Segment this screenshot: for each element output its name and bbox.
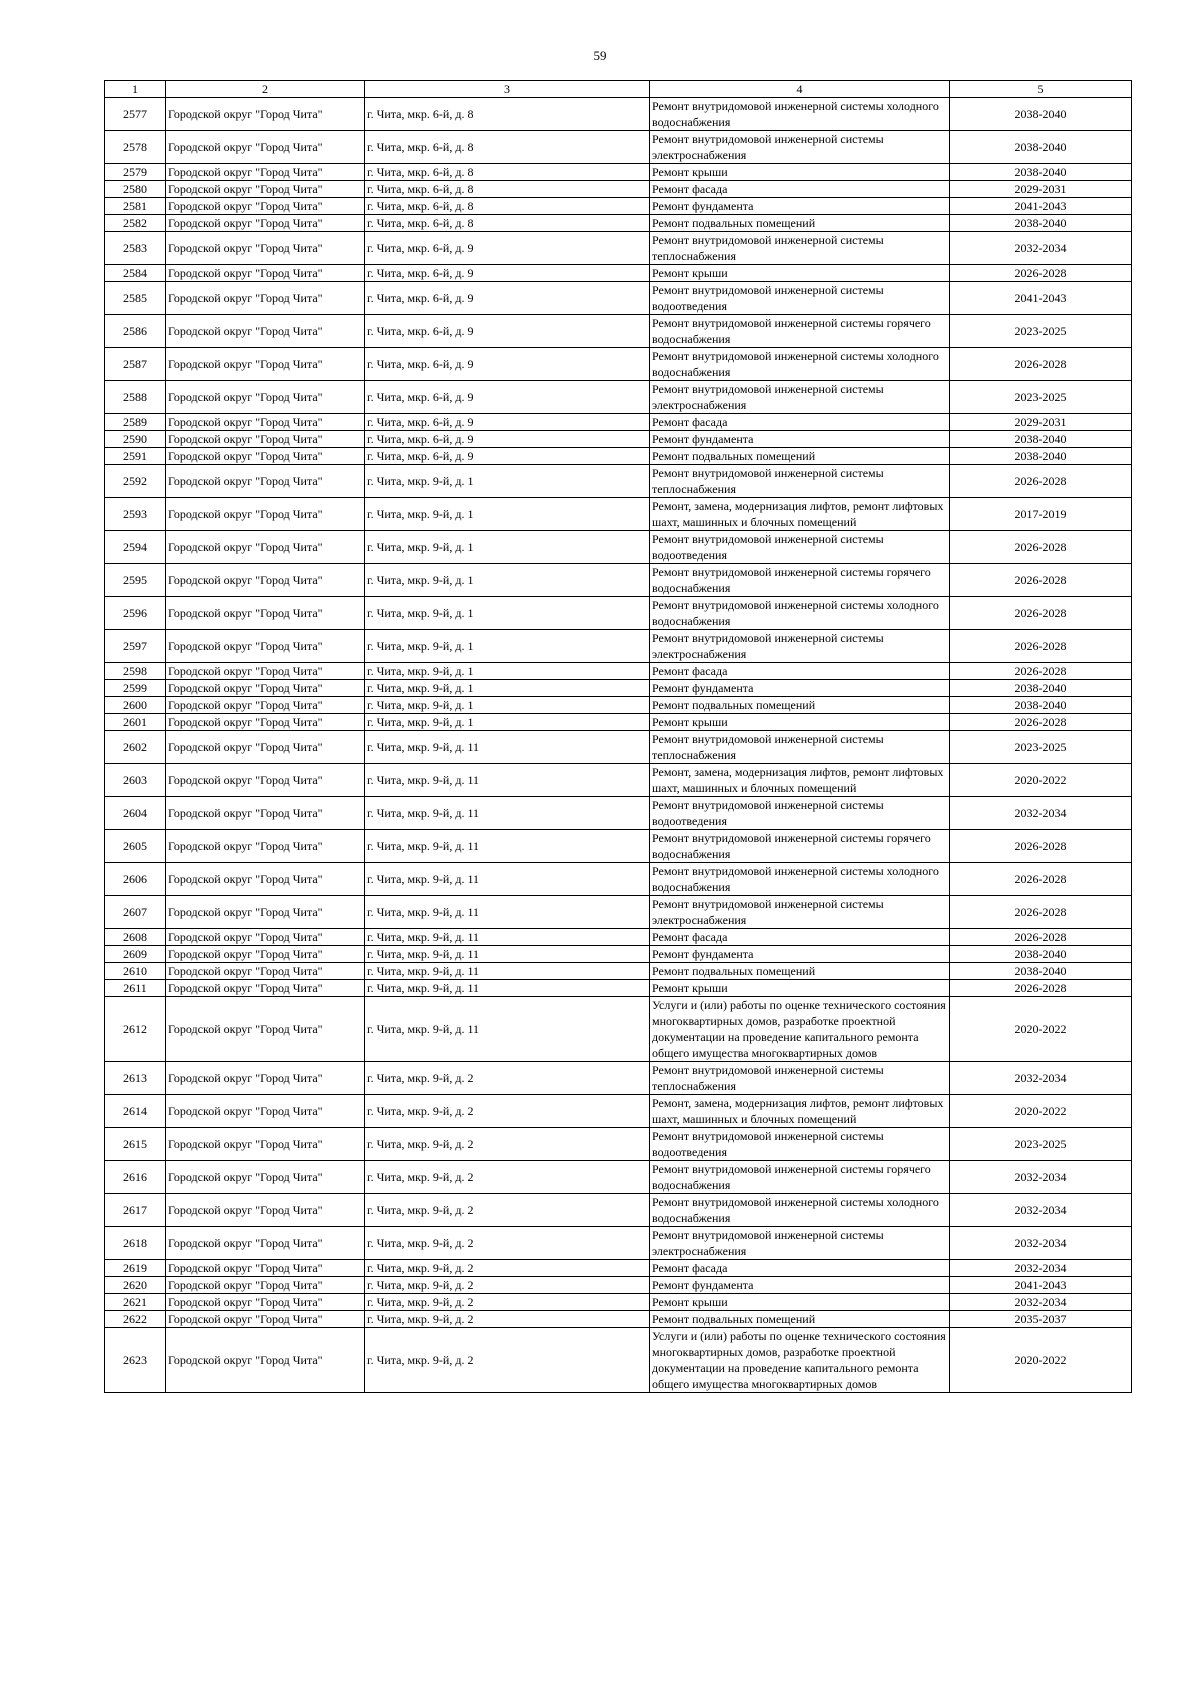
table-row <box>105 232 1132 265</box>
table-row <box>105 830 1132 863</box>
repair-schedule-table <box>104 80 1132 1393</box>
address-cell: г. Чита, мкр. 6-й, д. 9 <box>365 282 650 315</box>
row-number: 2618 <box>105 1227 166 1260</box>
period-cell: 2032-2034 <box>950 1260 1132 1277</box>
work-type-cell: Ремонт подвальных помещений <box>650 1311 950 1328</box>
table-row <box>105 680 1132 697</box>
municipality-cell: Городской округ "Город Чита" <box>166 663 365 680</box>
period-cell: 2026-2028 <box>950 630 1132 663</box>
row-number: 2587 <box>105 348 166 381</box>
municipality-cell: Городской округ "Город Чита" <box>166 232 365 265</box>
table-row <box>105 164 1132 181</box>
row-number: 2585 <box>105 282 166 315</box>
work-type-cell: Ремонт внутридомовой инженерной системы холодного водоснабжения <box>650 1194 950 1227</box>
table-row <box>105 1128 1132 1161</box>
table-row <box>105 198 1132 215</box>
address-cell: г. Чита, мкр. 9-й, д. 2 <box>365 1277 650 1294</box>
table-row <box>105 498 1132 531</box>
table-row <box>105 1328 1132 1393</box>
address-cell: г. Чита, мкр. 9-й, д. 2 <box>365 1194 650 1227</box>
column-header-4: 4 <box>650 81 950 98</box>
work-type-cell: Ремонт внутридомовой инженерной системы электроснабжения <box>650 896 950 929</box>
address-cell: г. Чита, мкр. 9-й, д. 2 <box>365 1161 650 1194</box>
address-cell: г. Чита, мкр. 9-й, д. 11 <box>365 731 650 764</box>
period-cell: 2038-2040 <box>950 946 1132 963</box>
work-type-cell: Ремонт внутридомовой инженерной системы холодного водоснабжения <box>650 98 950 131</box>
municipality-cell: Городской округ "Город Чита" <box>166 946 365 963</box>
column-header-5: 5 <box>950 81 1132 98</box>
work-type-cell: Ремонт фундамента <box>650 1277 950 1294</box>
table-row <box>105 465 1132 498</box>
period-cell: 2041-2043 <box>950 282 1132 315</box>
work-type-cell: Ремонт внутридомовой инженерной системы электроснабжения <box>650 381 950 414</box>
work-type-cell: Ремонт фасада <box>650 663 950 680</box>
row-number: 2619 <box>105 1260 166 1277</box>
municipality-cell: Городской округ "Город Чита" <box>166 863 365 896</box>
municipality-cell: Городской округ "Город Чита" <box>166 215 365 232</box>
row-number: 2577 <box>105 98 166 131</box>
municipality-cell: Городской округ "Город Чита" <box>166 498 365 531</box>
work-type-cell: Ремонт внутридомовой инженерной системы электроснабжения <box>650 131 950 164</box>
period-cell: 2026-2028 <box>950 714 1132 731</box>
table-row <box>105 896 1132 929</box>
address-cell: г. Чита, мкр. 9-й, д. 1 <box>365 663 650 680</box>
table-row <box>105 697 1132 714</box>
municipality-cell: Городской округ "Город Чита" <box>166 431 365 448</box>
address-cell: г. Чита, мкр. 6-й, д. 8 <box>365 164 650 181</box>
municipality-cell: Городской округ "Город Чита" <box>166 680 365 697</box>
work-type-cell: Ремонт, замена, модернизация лифтов, ремонт лифтовых шахт, машинных и блочных помещений <box>650 1095 950 1128</box>
address-cell: г. Чита, мкр. 6-й, д. 8 <box>365 98 650 131</box>
period-cell: 2038-2040 <box>950 448 1132 465</box>
row-number: 2590 <box>105 431 166 448</box>
row-number: 2603 <box>105 764 166 797</box>
period-cell: 2026-2028 <box>950 348 1132 381</box>
period-cell: 2020-2022 <box>950 1328 1132 1393</box>
municipality-cell: Городской округ "Город Чита" <box>166 531 365 564</box>
municipality-cell: Городской округ "Город Чита" <box>166 929 365 946</box>
table-row <box>105 265 1132 282</box>
table-row <box>105 597 1132 630</box>
municipality-cell: Городской округ "Город Чита" <box>166 963 365 980</box>
address-cell: г. Чита, мкр. 9-й, д. 11 <box>365 946 650 963</box>
address-cell: г. Чита, мкр. 6-й, д. 8 <box>365 215 650 232</box>
address-cell: г. Чита, мкр. 9-й, д. 2 <box>365 1062 650 1095</box>
work-type-cell: Ремонт внутридомовой инженерной системы водоотведения <box>650 282 950 315</box>
municipality-cell: Городской округ "Город Чита" <box>166 980 365 997</box>
municipality-cell: Городской округ "Город Чита" <box>166 896 365 929</box>
work-type-cell: Ремонт внутридомовой инженерной системы теплоснабжения <box>650 1062 950 1095</box>
address-cell: г. Чита, мкр. 9-й, д. 1 <box>365 465 650 498</box>
row-number: 2616 <box>105 1161 166 1194</box>
row-number: 2620 <box>105 1277 166 1294</box>
work-type-cell: Ремонт внутридомовой инженерной системы горячего водоснабжения <box>650 315 950 348</box>
period-cell: 2020-2022 <box>950 997 1132 1062</box>
work-type-cell: Ремонт фасада <box>650 181 950 198</box>
row-number: 2594 <box>105 531 166 564</box>
table-row <box>105 1194 1132 1227</box>
address-cell: г. Чита, мкр. 6-й, д. 8 <box>365 198 650 215</box>
work-type-cell: Ремонт крыши <box>650 265 950 282</box>
row-number: 2602 <box>105 731 166 764</box>
period-cell: 2026-2028 <box>950 929 1132 946</box>
table-body <box>105 98 1132 1393</box>
table-row <box>105 630 1132 663</box>
municipality-cell: Городской округ "Город Чита" <box>166 448 365 465</box>
period-cell: 2035-2037 <box>950 1311 1132 1328</box>
address-cell: г. Чита, мкр. 9-й, д. 11 <box>365 764 650 797</box>
table-row <box>105 381 1132 414</box>
row-number: 2578 <box>105 131 166 164</box>
row-number: 2607 <box>105 896 166 929</box>
row-number: 2600 <box>105 697 166 714</box>
address-cell: г. Чита, мкр. 9-й, д. 1 <box>365 697 650 714</box>
period-cell: 2026-2028 <box>950 663 1132 680</box>
work-type-cell: Ремонт фасада <box>650 1260 950 1277</box>
work-type-cell: Ремонт подвальных помещений <box>650 448 950 465</box>
work-type-cell: Ремонт фасада <box>650 414 950 431</box>
municipality-cell: Городской округ "Город Чита" <box>166 697 365 714</box>
row-number: 2610 <box>105 963 166 980</box>
work-type-cell: Ремонт внутридомовой инженерной системы теплоснабжения <box>650 465 950 498</box>
table-row <box>105 315 1132 348</box>
address-cell: г. Чита, мкр. 9-й, д. 1 <box>365 597 650 630</box>
table-row <box>105 863 1132 896</box>
address-cell: г. Чита, мкр. 9-й, д. 11 <box>365 896 650 929</box>
work-type-cell: Ремонт внутридомовой инженерной системы электроснабжения <box>650 630 950 663</box>
row-number: 2582 <box>105 215 166 232</box>
period-cell: 2032-2034 <box>950 1227 1132 1260</box>
table-row <box>105 1062 1132 1095</box>
municipality-cell: Городской округ "Город Чита" <box>166 797 365 830</box>
row-number: 2615 <box>105 1128 166 1161</box>
address-cell: г. Чита, мкр. 6-й, д. 8 <box>365 181 650 198</box>
row-number: 2604 <box>105 797 166 830</box>
work-type-cell: Ремонт внутридомовой инженерной системы холодного водоснабжения <box>650 597 950 630</box>
address-cell: г. Чита, мкр. 6-й, д. 9 <box>365 448 650 465</box>
address-cell: г. Чита, мкр. 9-й, д. 11 <box>365 830 650 863</box>
period-cell: 2026-2028 <box>950 531 1132 564</box>
row-number: 2586 <box>105 315 166 348</box>
municipality-cell: Городской округ "Город Чита" <box>166 1161 365 1194</box>
municipality-cell: Городской округ "Город Чита" <box>166 282 365 315</box>
work-type-cell: Ремонт подвальных помещений <box>650 697 950 714</box>
period-cell: 2032-2034 <box>950 232 1132 265</box>
table-row <box>105 1311 1132 1328</box>
row-number: 2579 <box>105 164 166 181</box>
row-number: 2613 <box>105 1062 166 1095</box>
work-type-cell: Ремонт внутридомовой инженерной системы холодного водоснабжения <box>650 348 950 381</box>
municipality-cell: Городской округ "Город Чита" <box>166 265 365 282</box>
period-cell: 2017-2019 <box>950 498 1132 531</box>
address-cell: г. Чита, мкр. 6-й, д. 9 <box>365 348 650 381</box>
work-type-cell: Услуги и (или) работы по оценке технического состояния многоквартирных домов, разработке проектной документации на проведение капитального ремонта общего имущества многоквартирных домов <box>650 1328 950 1393</box>
table-row <box>105 963 1132 980</box>
table-row <box>105 663 1132 680</box>
row-number: 2589 <box>105 414 166 431</box>
row-number: 2596 <box>105 597 166 630</box>
table-row <box>105 1227 1132 1260</box>
period-cell: 2038-2040 <box>950 215 1132 232</box>
period-cell: 2038-2040 <box>950 963 1132 980</box>
row-number: 2623 <box>105 1328 166 1393</box>
address-cell: г. Чита, мкр. 9-й, д. 2 <box>365 1227 650 1260</box>
table-row <box>105 764 1132 797</box>
address-cell: г. Чита, мкр. 9-й, д. 11 <box>365 797 650 830</box>
table-row <box>105 1260 1132 1277</box>
row-number: 2593 <box>105 498 166 531</box>
address-cell: г. Чита, мкр. 9-й, д. 1 <box>365 564 650 597</box>
address-cell: г. Чита, мкр. 9-й, д. 11 <box>365 997 650 1062</box>
table-row <box>105 215 1132 232</box>
address-cell: г. Чита, мкр. 9-й, д. 11 <box>365 980 650 997</box>
table-row <box>105 929 1132 946</box>
work-type-cell: Ремонт подвальных помещений <box>650 215 950 232</box>
address-cell: г. Чита, мкр. 9-й, д. 2 <box>365 1328 650 1393</box>
work-type-cell: Ремонт внутридомовой инженерной системы теплоснабжения <box>650 232 950 265</box>
period-cell: 2032-2034 <box>950 797 1132 830</box>
row-number: 2583 <box>105 232 166 265</box>
row-number: 2599 <box>105 680 166 697</box>
work-type-cell: Ремонт внутридомовой инженерной системы теплоснабжения <box>650 731 950 764</box>
municipality-cell: Городской округ "Город Чита" <box>166 630 365 663</box>
table-row <box>105 431 1132 448</box>
municipality-cell: Городской округ "Город Чита" <box>166 1128 365 1161</box>
period-cell: 2023-2025 <box>950 731 1132 764</box>
row-number: 2598 <box>105 663 166 680</box>
work-type-cell: Ремонт фундамента <box>650 431 950 448</box>
address-cell: г. Чита, мкр. 9-й, д. 1 <box>365 714 650 731</box>
column-header-3: 3 <box>365 81 650 98</box>
row-number: 2580 <box>105 181 166 198</box>
work-type-cell: Ремонт крыши <box>650 1294 950 1311</box>
municipality-cell: Городской округ "Город Чита" <box>166 181 365 198</box>
work-type-cell: Ремонт внутридомовой инженерной системы холодного водоснабжения <box>650 863 950 896</box>
work-type-cell: Ремонт внутридомовой инженерной системы водоотведения <box>650 1128 950 1161</box>
address-cell: г. Чита, мкр. 9-й, д. 1 <box>365 498 650 531</box>
municipality-cell: Городской округ "Город Чита" <box>166 997 365 1062</box>
period-cell: 2026-2028 <box>950 564 1132 597</box>
address-cell: г. Чита, мкр. 6-й, д. 9 <box>365 232 650 265</box>
work-type-cell: Ремонт фундамента <box>650 198 950 215</box>
period-cell: 2041-2043 <box>950 1277 1132 1294</box>
period-cell: 2029-2031 <box>950 181 1132 198</box>
period-cell: 2026-2028 <box>950 896 1132 929</box>
period-cell: 2032-2034 <box>950 1062 1132 1095</box>
row-number: 2588 <box>105 381 166 414</box>
row-number: 2597 <box>105 630 166 663</box>
row-number: 2608 <box>105 929 166 946</box>
column-header-2: 2 <box>166 81 365 98</box>
table-row <box>105 797 1132 830</box>
table-row <box>105 1277 1132 1294</box>
municipality-cell: Городской округ "Город Чита" <box>166 714 365 731</box>
address-cell: г. Чита, мкр. 9-й, д. 2 <box>365 1294 650 1311</box>
period-cell: 2023-2025 <box>950 1128 1132 1161</box>
row-number: 2609 <box>105 946 166 963</box>
municipality-cell: Городской округ "Город Чита" <box>166 381 365 414</box>
work-type-cell: Ремонт внутридомовой инженерной системы электроснабжения <box>650 1227 950 1260</box>
work-type-cell: Услуги и (или) работы по оценке технического состояния многоквартирных домов, разработке проектной документации на проведение капитального ремонта общего имущества многоквартирных домов <box>650 997 950 1062</box>
row-number: 2595 <box>105 564 166 597</box>
row-number: 2591 <box>105 448 166 465</box>
municipality-cell: Городской округ "Город Чита" <box>166 414 365 431</box>
row-number: 2617 <box>105 1194 166 1227</box>
work-type-cell: Ремонт, замена, модернизация лифтов, ремонт лифтовых шахт, машинных и блочных помещений <box>650 764 950 797</box>
address-cell: г. Чита, мкр. 6-й, д. 9 <box>365 315 650 348</box>
row-number: 2612 <box>105 997 166 1062</box>
row-number: 2601 <box>105 714 166 731</box>
row-number: 2605 <box>105 830 166 863</box>
period-cell: 2020-2022 <box>950 1095 1132 1128</box>
municipality-cell: Городской округ "Город Чита" <box>166 1294 365 1311</box>
period-cell: 2026-2028 <box>950 863 1132 896</box>
column-header-1: 1 <box>105 81 166 98</box>
table-row <box>105 997 1132 1062</box>
page-number: 59 <box>593 48 607 63</box>
period-cell: 2032-2034 <box>950 1161 1132 1194</box>
table-row <box>105 1095 1132 1128</box>
address-cell: г. Чита, мкр. 9-й, д. 1 <box>365 531 650 564</box>
table-row <box>105 181 1132 198</box>
row-number: 2606 <box>105 863 166 896</box>
table-row <box>105 531 1132 564</box>
period-cell: 2020-2022 <box>950 764 1132 797</box>
period-cell: 2038-2040 <box>950 431 1132 448</box>
work-type-cell: Ремонт фундамента <box>650 946 950 963</box>
municipality-cell: Городской округ "Город Чита" <box>166 465 365 498</box>
table-row <box>105 980 1132 997</box>
table-row <box>105 348 1132 381</box>
period-cell: 2038-2040 <box>950 131 1132 164</box>
municipality-cell: Городской округ "Город Чита" <box>166 131 365 164</box>
period-cell: 2026-2028 <box>950 980 1132 997</box>
address-cell: г. Чита, мкр. 9-й, д. 11 <box>365 963 650 980</box>
municipality-cell: Городской округ "Город Чита" <box>166 564 365 597</box>
municipality-cell: Городской округ "Город Чита" <box>166 597 365 630</box>
work-type-cell: Ремонт внутридомовой инженерной системы горячего водоснабжения <box>650 564 950 597</box>
column-number-row <box>105 81 1132 98</box>
period-cell: 2038-2040 <box>950 680 1132 697</box>
row-number: 2611 <box>105 980 166 997</box>
work-type-cell: Ремонт крыши <box>650 980 950 997</box>
table-row <box>105 131 1132 164</box>
table-row <box>105 448 1132 465</box>
table-row <box>105 282 1132 315</box>
table-row <box>105 1161 1132 1194</box>
municipality-cell: Городской округ "Город Чита" <box>166 1277 365 1294</box>
address-cell: г. Чита, мкр. 6-й, д. 9 <box>365 414 650 431</box>
municipality-cell: Городской округ "Город Чита" <box>166 1095 365 1128</box>
period-cell: 2026-2028 <box>950 597 1132 630</box>
work-type-cell: Ремонт крыши <box>650 714 950 731</box>
municipality-cell: Городской округ "Город Чита" <box>166 1260 365 1277</box>
table-row <box>105 564 1132 597</box>
address-cell: г. Чита, мкр. 6-й, д. 9 <box>365 265 650 282</box>
work-type-cell: Ремонт фундамента <box>650 680 950 697</box>
address-cell: г. Чита, мкр. 6-й, д. 9 <box>365 381 650 414</box>
work-type-cell: Ремонт внутридомовой инженерной системы водоотведения <box>650 797 950 830</box>
work-type-cell: Ремонт, замена, модернизация лифтов, ремонт лифтовых шахт, машинных и блочных помещений <box>650 498 950 531</box>
work-type-cell: Ремонт подвальных помещений <box>650 963 950 980</box>
municipality-cell: Городской округ "Город Чита" <box>166 98 365 131</box>
row-number: 2621 <box>105 1294 166 1311</box>
address-cell: г. Чита, мкр. 9-й, д. 2 <box>365 1260 650 1277</box>
row-number: 2592 <box>105 465 166 498</box>
address-cell: г. Чита, мкр. 9-й, д. 1 <box>365 680 650 697</box>
address-cell: г. Чита, мкр. 9-й, д. 11 <box>365 863 650 896</box>
municipality-cell: Городской округ "Город Чита" <box>166 1062 365 1095</box>
period-cell: 2041-2043 <box>950 198 1132 215</box>
period-cell: 2038-2040 <box>950 98 1132 131</box>
address-cell: г. Чита, мкр. 6-й, д. 9 <box>365 431 650 448</box>
period-cell: 2029-2031 <box>950 414 1132 431</box>
municipality-cell: Городской округ "Город Чита" <box>166 1328 365 1393</box>
address-cell: г. Чита, мкр. 9-й, д. 2 <box>365 1311 650 1328</box>
municipality-cell: Городской округ "Город Чита" <box>166 830 365 863</box>
period-cell: 2038-2040 <box>950 697 1132 714</box>
table-row <box>105 1294 1132 1311</box>
work-type-cell: Ремонт крыши <box>650 164 950 181</box>
row-number: 2622 <box>105 1311 166 1328</box>
table-row <box>105 414 1132 431</box>
address-cell: г. Чита, мкр. 9-й, д. 2 <box>365 1095 650 1128</box>
municipality-cell: Городской округ "Город Чита" <box>166 731 365 764</box>
period-cell: 2023-2025 <box>950 381 1132 414</box>
work-type-cell: Ремонт внутридомовой инженерной системы горячего водоснабжения <box>650 1161 950 1194</box>
address-cell: г. Чита, мкр. 9-й, д. 11 <box>365 929 650 946</box>
period-cell: 2026-2028 <box>950 830 1132 863</box>
municipality-cell: Городской округ "Город Чита" <box>166 198 365 215</box>
work-type-cell: Ремонт фасада <box>650 929 950 946</box>
address-cell: г. Чита, мкр. 6-й, д. 8 <box>365 131 650 164</box>
period-cell: 2023-2025 <box>950 315 1132 348</box>
table-row <box>105 731 1132 764</box>
address-cell: г. Чита, мкр. 9-й, д. 2 <box>365 1128 650 1161</box>
municipality-cell: Городской округ "Город Чита" <box>166 315 365 348</box>
municipality-cell: Городской округ "Город Чита" <box>166 1194 365 1227</box>
municipality-cell: Городской округ "Город Чита" <box>166 348 365 381</box>
period-cell: 2026-2028 <box>950 265 1132 282</box>
municipality-cell: Городской округ "Город Чита" <box>166 1227 365 1260</box>
address-cell: г. Чита, мкр. 9-й, д. 1 <box>365 630 650 663</box>
municipality-cell: Городской округ "Город Чита" <box>166 1311 365 1328</box>
municipality-cell: Городской округ "Город Чита" <box>166 164 365 181</box>
work-type-cell: Ремонт внутридомовой инженерной системы водоотведения <box>650 531 950 564</box>
row-number: 2614 <box>105 1095 166 1128</box>
period-cell: 2026-2028 <box>950 465 1132 498</box>
period-cell: 2038-2040 <box>950 164 1132 181</box>
table-row <box>105 714 1132 731</box>
table-row <box>105 98 1132 131</box>
municipality-cell: Городской округ "Город Чита" <box>166 764 365 797</box>
period-cell: 2032-2034 <box>950 1194 1132 1227</box>
row-number: 2584 <box>105 265 166 282</box>
period-cell: 2032-2034 <box>950 1294 1132 1311</box>
table-header <box>105 81 1132 98</box>
work-type-cell: Ремонт внутридомовой инженерной системы горячего водоснабжения <box>650 830 950 863</box>
row-number: 2581 <box>105 198 166 215</box>
table-row <box>105 946 1132 963</box>
